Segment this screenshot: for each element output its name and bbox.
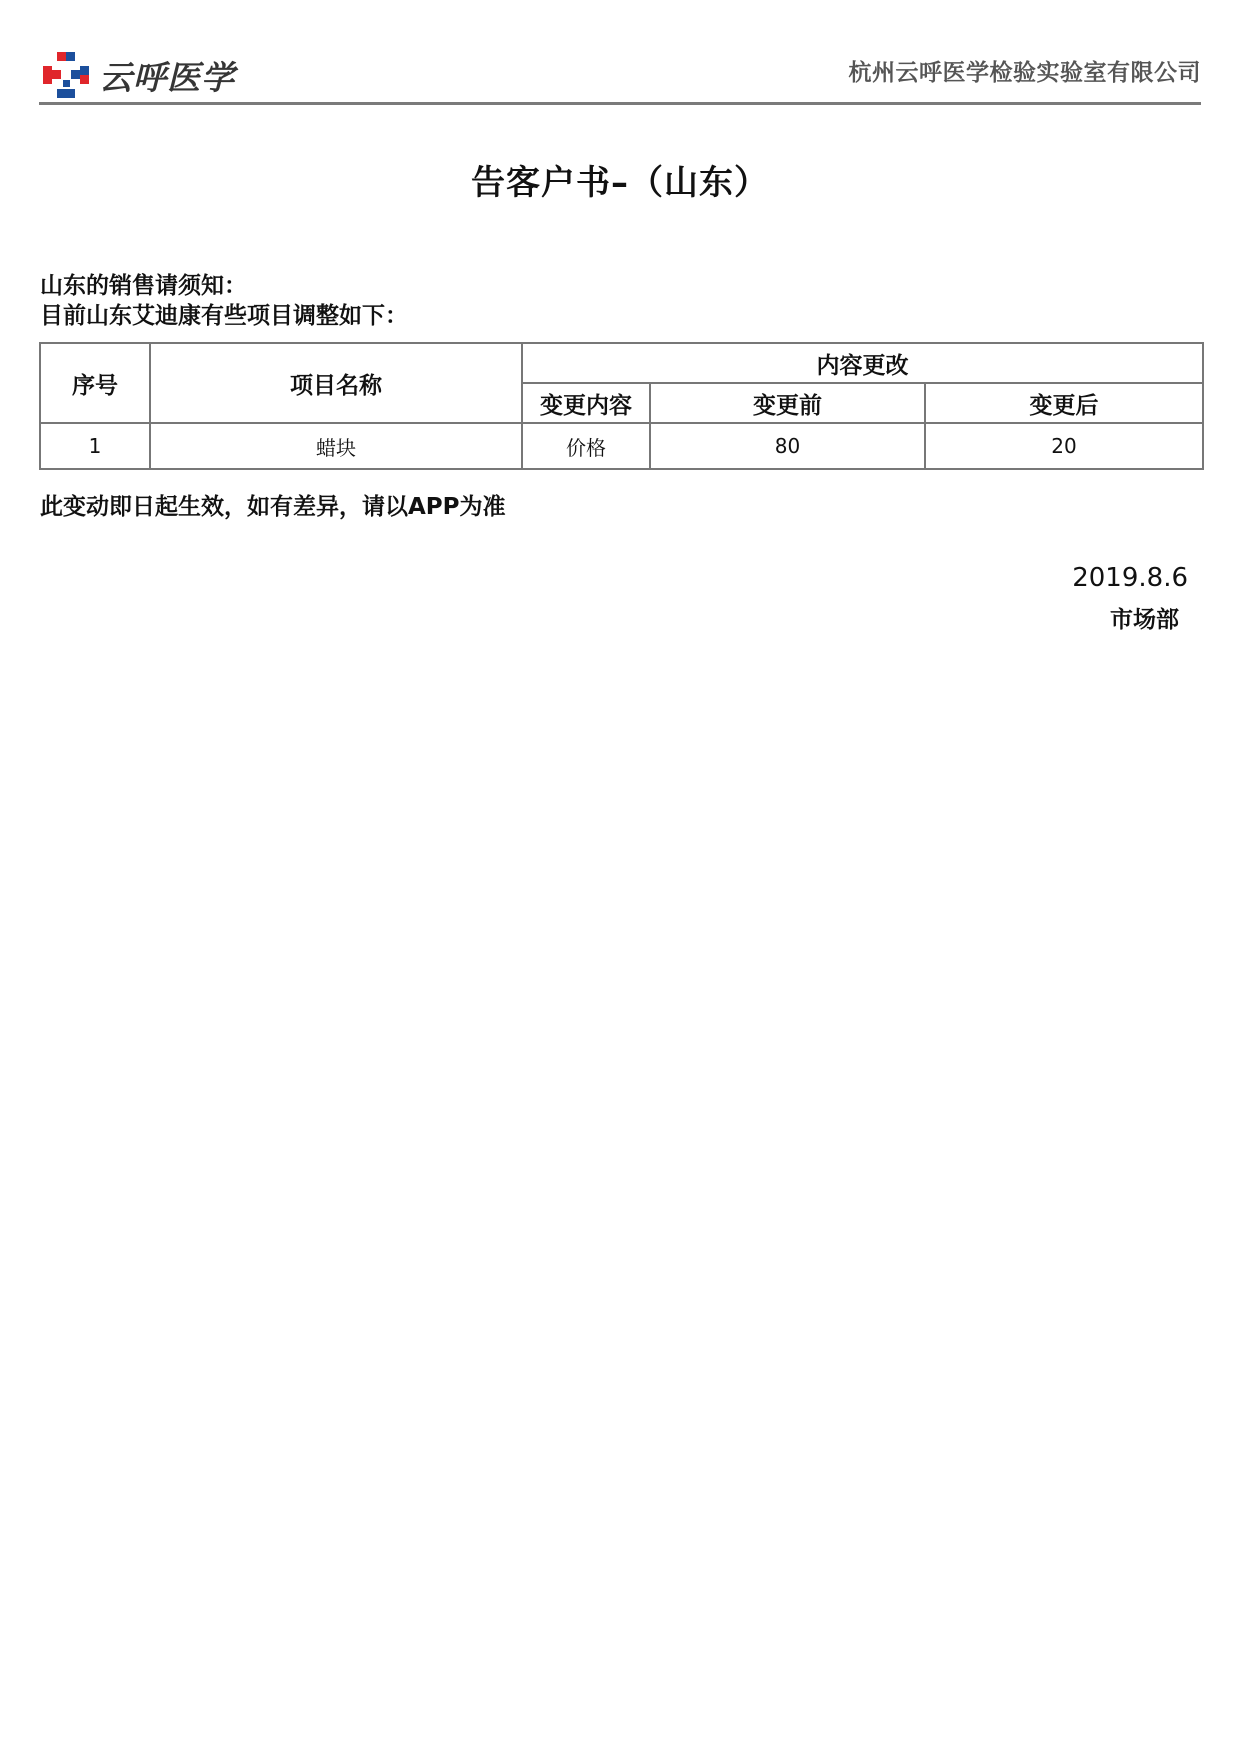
- page-header: [39, 40, 1201, 104]
- header-after: 变更后: [925, 383, 1203, 423]
- change-table: [39, 342, 1204, 470]
- logo-text: 云呼医学: [99, 57, 235, 97]
- cell-change-content: 价格: [522, 423, 650, 469]
- header-change-content: 变更内容: [522, 383, 650, 423]
- header-before: 变更前: [650, 383, 925, 423]
- signature-department: 市场部: [1110, 607, 1179, 633]
- intro-line-1: 山东的销售请须知：: [40, 273, 247, 299]
- signature-date: 2019.8.6: [1072, 563, 1188, 593]
- effective-note: 此变动即日起生效，如有差异，请以APP为准: [40, 494, 506, 520]
- cell-after: 20: [925, 423, 1203, 469]
- cell-before: 80: [650, 423, 925, 469]
- logo-cross-icon: [39, 48, 93, 102]
- header-seq: 序号: [40, 343, 150, 423]
- cell-item-name: 蜡块: [150, 423, 522, 469]
- intro-line-2: 目前山东艾迪康有些项目调整如下：: [40, 303, 408, 329]
- document-title: 告客户书–（山东）: [471, 163, 769, 203]
- header-divider: [39, 102, 1201, 105]
- cell-seq: 1: [40, 423, 150, 469]
- header-change-group: 内容更改: [522, 343, 1203, 383]
- logo: [39, 48, 235, 102]
- company-name: 杭州云呼医学检验实验室有限公司: [848, 60, 1201, 86]
- table-row: [40, 423, 1203, 469]
- header-item-name: 项目名称: [150, 343, 522, 423]
